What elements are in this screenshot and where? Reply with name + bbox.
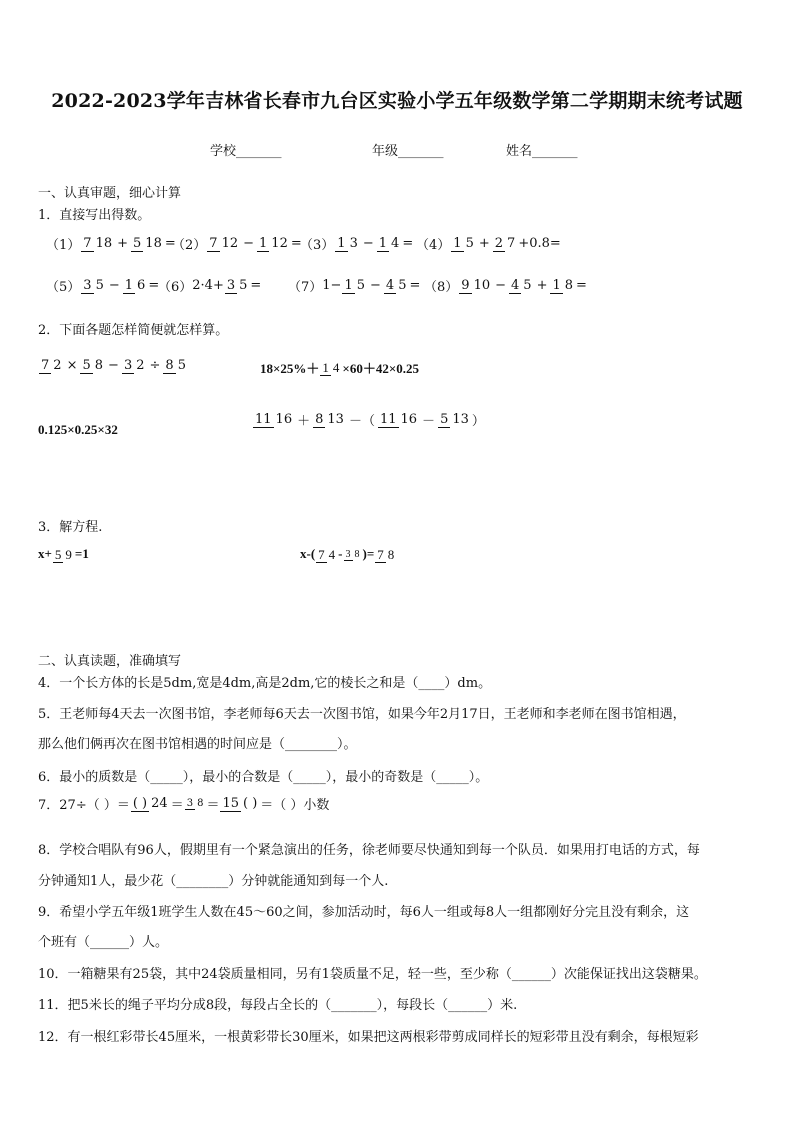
fraction: 5 9 — [54, 546, 72, 562]
q2-label: 2．下面各题怎样简便就怎样算。 — [38, 323, 229, 338]
fraction: 3 5 — [83, 278, 104, 293]
fraction: 1 4 — [322, 360, 340, 375]
q1-item-5: （5） 3 5 − 1 6 = — [46, 278, 160, 295]
question-12: 12．有一根红彩带长45厘米，一根黄彩带长30厘米，如果把这两根彩带剪成同样长的短彩带且没有剩余，每根短彩 — [38, 1030, 699, 1045]
question-5-line-2: 那么他们俩再次在图书馆相遇的时间应是（________）。 — [38, 737, 357, 752]
fraction: 3 8 — [186, 798, 204, 809]
q1-item-4: （4） 1 5 + 2 7 +0.8= — [416, 236, 561, 253]
page-title: 2022-2023学年吉林省长春市九台区实验小学五年级数学第二学期期末统考试题 — [51, 90, 743, 112]
question-8-line-2: 分钟通知1人，最少花（________）分钟就能通知到每一个人. — [38, 874, 389, 889]
fraction: 5 8 — [82, 358, 104, 373]
fraction: 2 7 — [494, 236, 516, 251]
fraction: 1 4 — [378, 236, 400, 251]
fraction: 11 16 — [379, 412, 418, 427]
q2-expr-2: 18×25%＋ 1 4 ×60＋42×0.25 — [260, 360, 419, 376]
question-5-line-1: 5．王老师每4天去一次图书馆，李老师每6天去一次图书馆，如果今年2月17日，王老师和李老师在图书馆相遇， — [38, 707, 686, 722]
question-10: 10．一箱糖果有25袋，其中24袋质量相同，另有1袋质量不足，轻一些，至少称（______）次能保证找出这袋糖果。 — [38, 967, 707, 982]
fraction: 7 4 — [318, 546, 336, 562]
fraction: 7 12 — [209, 236, 239, 251]
question-8-line-1: 8．学校合唱队有96人，假期里有一个紧急演出的任务，徐老师要尽快通知到每一个队员．如果用打电话的方式，每 — [38, 843, 700, 858]
q1-item-1: （1） 7 18 + 5 18 = — [46, 236, 176, 253]
fraction: 3 2 — [123, 358, 145, 373]
question-6: 6．最小的质数是（_____），最小的合数是（_____），最小的奇数是（_____）。 — [38, 770, 489, 785]
q3-equation-1: x+ 5 9 =1 — [38, 546, 89, 562]
school-field[interactable]: 学校_______ — [210, 144, 282, 159]
fraction: 1 5 — [344, 278, 366, 293]
section1-heading: 一、认真审题，细心计算 — [38, 186, 182, 201]
q1-item-7: （7） 1− 1 5 − 4 5 = — [288, 278, 421, 295]
grade-field[interactable]: 年级_______ — [372, 144, 444, 159]
fraction: 9 10 — [461, 278, 491, 293]
question-9-line-1: 9．希望小学五年级1班学生人数在45～60之间，参加活动时，每6人一组或每8人一组都刚好分完且没有剩余，这 — [38, 905, 690, 920]
fraction: 8 13 — [315, 412, 344, 427]
fraction: 11 16 — [255, 412, 293, 427]
fraction: 4 5 — [511, 278, 532, 293]
fraction: 7 8 — [377, 546, 395, 562]
fraction: 5 13 — [440, 412, 469, 427]
fraction: 1 8 — [552, 278, 574, 293]
fraction: 1 12 — [259, 236, 288, 251]
q1-item-3: （3） 1 3 − 1 4 = — [300, 236, 414, 253]
q1-item-6: （6） 2·4+ 3 5 = — [158, 278, 262, 295]
fraction: 15 ( ) — [222, 796, 258, 811]
q1-item-8: （8） 9 10 − 4 5 + 1 8 = — [424, 278, 587, 295]
fraction: ( ) 24 — [132, 796, 168, 811]
fraction: 7 18 — [83, 236, 113, 251]
question-4: 4．一个长方体的长是5dm,宽是4dm,高是2dm,它的棱长之和是（____）dm。 — [38, 676, 492, 691]
q1-item-2: （2） 7 12 − 1 12 = — [172, 236, 302, 253]
q2-expr-4: 11 16 ＋ 8 13 －（ 11 16 － 5 13 ） — [255, 412, 485, 429]
question-9-line-2: 个班有（______）人。 — [38, 935, 169, 950]
fraction: 1 5 — [453, 236, 474, 251]
q2-expr-1: 7 2 × 5 8 − 3 2 ÷ 8 5 — [41, 358, 186, 373]
section2-heading: 二、认真读题，准确填写 — [38, 654, 182, 669]
fraction: 3 5 — [226, 278, 248, 293]
fraction: 1 3 — [337, 236, 358, 251]
question-11: 11．把5米长的绳子平均分成8段，每段占全长的（_______），每段长（______）米. — [38, 998, 518, 1013]
q3-label: 3．解方程. — [38, 520, 103, 535]
name-field[interactable]: 姓名_______ — [506, 144, 578, 159]
fraction: 3 8 — [345, 548, 360, 560]
fraction: 4 5 — [385, 278, 407, 293]
q1-label: 1．直接写出得数。 — [38, 208, 151, 223]
fraction: 1 6 — [124, 278, 146, 293]
q2-expr-3: 0.125×0.25×32 — [38, 422, 118, 437]
fraction: 5 18 — [133, 236, 162, 251]
q3-equation-2: x-( 7 4 - 3 8 )= 7 8 — [300, 546, 395, 562]
fraction: 8 5 — [165, 358, 186, 373]
question-7: 7．27÷（ ）＝ ( ) 24 ＝ 3 8 ＝ 15 ( ) ＝（ ）小数 — [38, 796, 330, 813]
fraction: 7 2 — [41, 358, 62, 373]
